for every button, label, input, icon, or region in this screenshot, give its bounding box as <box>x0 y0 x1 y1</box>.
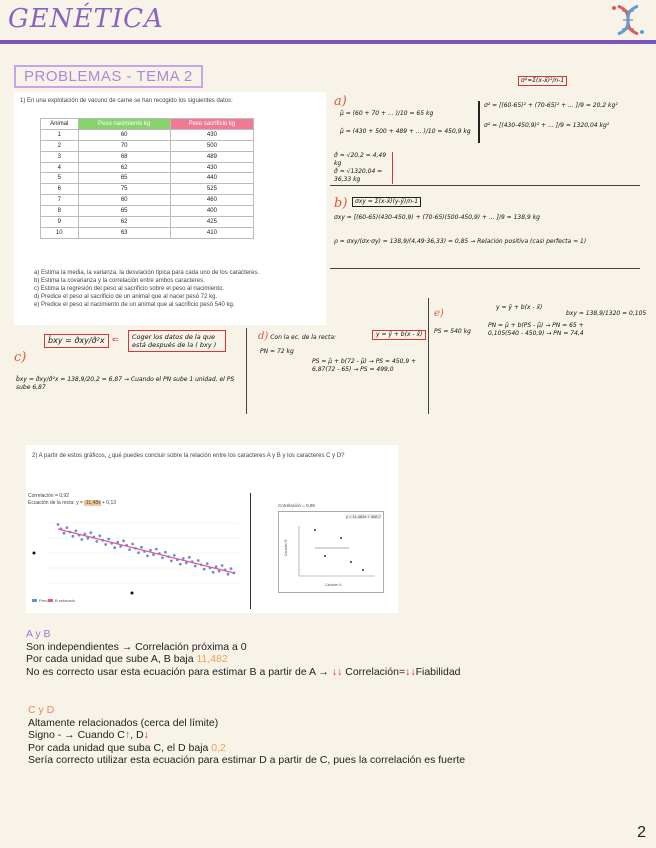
chart1-point <box>161 556 164 559</box>
chart1-point <box>206 562 209 565</box>
chart1-point <box>197 559 200 562</box>
table-header-cell: Peso sacrificio kg <box>170 119 253 130</box>
answer-ab-line3 <box>26 666 646 679</box>
answer-ab-line3-b: Correlación= <box>345 665 406 678</box>
table-cell: 425 <box>170 217 253 228</box>
chart2-point-3 <box>324 555 326 557</box>
note-a-divider <box>478 101 480 143</box>
dna-logo-icon <box>608 2 648 38</box>
chart1-point <box>137 551 140 554</box>
note-a-sd1: σ̂ = √20,2 = 4,49 kg <box>334 152 387 167</box>
note-b-label: b) <box>334 196 348 211</box>
answer-ab-line3-c: Fiabilidad <box>415 665 461 678</box>
answer-cd-header: C y D <box>28 704 55 716</box>
chart1-legend-swatch-2 <box>48 599 53 602</box>
chart1-point <box>113 546 116 549</box>
note-a-var1: σ² = [(60-65)² + (70-65)² + ... ]/9 = 20,2 kg² <box>484 102 618 109</box>
problem1-panel <box>14 92 326 325</box>
table-cell: 60 <box>78 129 170 140</box>
down-arrow-icon: ↓ <box>143 729 149 741</box>
table-cell: 60 <box>78 195 170 206</box>
chart1-point <box>173 554 176 557</box>
chart1-point <box>131 543 134 546</box>
note-a-sd2: σ̂ = √1320,04 = 36,33 kg <box>334 168 383 183</box>
table-cell: 410 <box>170 227 253 238</box>
chart1-point <box>72 535 75 538</box>
table-row <box>41 184 254 195</box>
table-cell: 1 <box>41 129 79 140</box>
note-a-label: a) <box>334 94 347 109</box>
chart1-eq <box>28 500 116 506</box>
table-cell: 430 <box>170 162 253 173</box>
chart1-point <box>122 540 125 543</box>
answer-ab-line2-value: 11,482 <box>196 653 228 665</box>
chart1-legend-swatch-1 <box>32 599 37 602</box>
chart1-point <box>66 526 69 529</box>
answer-cd-line3-prefix: Por cada unidad que suba C, el D baja <box>28 741 212 754</box>
chart2-ylabel: Carácter B <box>284 539 288 556</box>
page-number: 2 <box>637 824 646 841</box>
chart1-axis-marker-b <box>131 592 134 595</box>
answer-ab-line2 <box>26 653 646 666</box>
task-c: c) Estima la regresión del peso al sacrificio sobre el peso al nacimiento. <box>34 286 225 292</box>
chart1-eq-slope: -11,48x <box>84 500 101 506</box>
divider-ab <box>330 185 640 186</box>
chart1-point <box>75 529 78 532</box>
chart1-point <box>212 571 215 574</box>
table-cell: 430 <box>170 129 253 140</box>
table-cell: 4 <box>41 162 79 173</box>
task-b: b) Estima la covarianza y la correlación entre ambos caracteres. <box>34 278 205 284</box>
chart1-point <box>146 555 149 558</box>
table-cell: 70 <box>78 140 170 151</box>
table-row <box>41 151 254 162</box>
table-cell: 65 <box>78 173 170 184</box>
chart1-point <box>155 548 158 551</box>
chart1-point <box>188 556 191 559</box>
chart1-legend-2: B estimado <box>55 598 76 603</box>
table-cell: 63 <box>78 227 170 238</box>
note-c-arrows: ⇐ <box>112 335 119 344</box>
note-e-b: bxy = 138,9/1320 = 0,105 <box>566 310 647 317</box>
note-b-cov: σxy = [(60-65)(430-450,9) + (70-65)(500-450,9) + ... ]/9 = 138,9 kg <box>334 214 540 221</box>
chart1-point <box>63 532 66 535</box>
answer-cd-line3-value: 0,2 <box>211 741 226 754</box>
note-a-var-formula: σ²=Σ(x-x̄)²/n-1 <box>518 76 567 86</box>
note-d-label: d) <box>258 331 269 342</box>
chart1-axis-marker <box>33 552 36 555</box>
note-b-cov-def: σxy = Σ(x-x̄)(y-ȳ)/n-1 <box>352 197 421 207</box>
chart2-point-4 <box>350 561 352 563</box>
note-e-label: e) <box>434 308 444 319</box>
note-d-given: PN = 72 kg <box>260 348 294 355</box>
down-arrows-icon-2: ↓↓ <box>405 665 416 678</box>
chart1-point <box>104 543 107 546</box>
chart1-legend-1: Pred <box>39 598 48 603</box>
chart1-point <box>95 540 98 543</box>
table-cell: 5 <box>41 173 79 184</box>
answer-ab-line2-prefix: Por cada unidad que sube A, B baja <box>26 653 197 665</box>
note-e-eq: y = ȳ + b(x - x̄) <box>496 304 543 311</box>
chart2-frame <box>278 511 384 593</box>
answer-cd-line4: Sería correcto utilizar esta ecuación para estimar D a partir de C, pues la correlación es fuerte <box>28 754 466 766</box>
divider-cd <box>246 328 247 414</box>
chart1-point <box>98 534 101 537</box>
table-cell: 525 <box>170 184 253 195</box>
table-header-cell: Peso nacimiento kg <box>78 119 170 130</box>
table-row <box>41 206 254 217</box>
table-cell: 489 <box>170 151 253 162</box>
note-a-var2: σ² = [(430-450,9)² + ... ]/9 = 1320,04 kg² <box>484 122 610 129</box>
task-d: d) Predice el peso al sacrificio de un animal que al nacer pesó 72 kg. <box>34 294 218 300</box>
chart1-point <box>170 560 173 563</box>
table-row <box>41 129 254 140</box>
chart1-point <box>119 545 122 548</box>
chart1-point <box>86 537 89 540</box>
note-a-mean1: μ̂ = (60 + 70 + ... )/10 = 65 kg <box>340 110 434 117</box>
table-cell: 400 <box>170 206 253 217</box>
chart2-eq: y = 11,482x + 368,7 <box>345 514 381 519</box>
problem1-statement: 1) En una explotación de vacuno de carne se han recogido los siguientes datos: <box>20 98 233 104</box>
table-cell: 6 <box>41 184 79 195</box>
table-cell: 2 <box>41 140 79 151</box>
divider-de <box>428 298 429 414</box>
down-arrows-icon: ↓↓ <box>331 665 343 678</box>
chart1-point <box>194 565 197 568</box>
table-header-cell: Animal <box>41 119 79 130</box>
answer-cd-line2 <box>28 729 648 742</box>
table-cell: 7 <box>41 195 79 206</box>
chart1-point <box>164 551 167 554</box>
chart1-eq-suffix: + 0,13 <box>100 500 117 506</box>
chart1-point <box>203 568 206 571</box>
topic-label: PROBLEMAS - TEMA 2 <box>14 65 203 88</box>
note-c-formula: b̂xy = σ̂xy/σ̂²x <box>44 334 109 348</box>
answer-cd-line3 <box>28 742 648 755</box>
note-d-calc: PS = μ̂ + b(72 - μ̂) → PS = 450,9 + 6,87(72 - 65) → PS = 499,0 <box>312 358 417 373</box>
note-e-head <box>434 310 444 319</box>
table-cell: 9 <box>41 217 79 228</box>
table-row <box>41 140 254 151</box>
chart2-point-2 <box>340 537 342 539</box>
task-e: e) Predice el peso al nacimiento de un animal que al sacrificio pesó 540 kg. <box>34 302 235 308</box>
note-a-sd <box>334 152 393 184</box>
answers-ab <box>26 628 646 678</box>
chart2-scatter <box>279 512 383 592</box>
note-a-mean2: μ̂ = (430 + 500 + 489 + ... )/10 = 450,9 kg <box>340 128 471 135</box>
chart1-corr: Correlación = 0,92 <box>28 493 69 499</box>
answer-cd-line1: Altamente relacionados (cerca del límite) <box>28 716 219 729</box>
table-cell: 62 <box>78 217 170 228</box>
chart1-scatter <box>28 513 254 607</box>
note-c-note: Coger los datos de la que está después de la ( bxy ) <box>128 330 226 352</box>
table-cell: 8 <box>41 206 79 217</box>
answers-cd <box>28 704 648 767</box>
chart1-point <box>230 567 233 570</box>
note-d-head <box>258 333 336 342</box>
chart2-point-5 <box>362 569 364 571</box>
chart1-point <box>140 546 143 549</box>
table-row <box>41 217 254 228</box>
table-cell: 62 <box>78 162 170 173</box>
chart1-point <box>57 523 60 526</box>
note-d-intro: Con la ec. de la recta: <box>270 334 337 341</box>
chart2-point-1 <box>314 529 316 531</box>
answer-cd-line2-b: , D <box>130 729 144 741</box>
task-a: a) Estima la media, la varianza, la desviación típica para cada uno de los caracteres. <box>34 270 260 276</box>
chart1-point <box>179 563 182 566</box>
note-e-calc: PN = μ̂ + b(PS - μ̂) → PN = 65 + 0,105(540 - 450,9) → PN = 74,4 <box>488 322 584 337</box>
table-row <box>41 195 254 206</box>
chart1-point <box>107 538 110 541</box>
data-table <box>40 118 254 239</box>
answer-ab-header: A y B <box>26 628 51 640</box>
note-d-eq: y = ȳ + b(x - x̄) <box>372 330 426 340</box>
table-cell: 440 <box>170 173 253 184</box>
table-cell: 460 <box>170 195 253 206</box>
chart1-point <box>81 538 84 541</box>
chart1-eq-prefix: Ecuación de la recta: y = <box>28 500 85 506</box>
chart1-point <box>227 573 230 576</box>
chart2-xlabel: Carácter A <box>325 583 342 587</box>
chart-divider <box>250 493 251 609</box>
table-cell: 10 <box>41 227 79 238</box>
chart1-trendline <box>58 529 234 573</box>
chart2-corr: Correlación = 0,98 <box>278 503 315 508</box>
problem1-tasks <box>34 269 259 309</box>
page-title: GENÉTICA <box>8 4 164 34</box>
note-e-given: PS = 540 kg <box>434 328 471 335</box>
header-rule <box>0 40 656 44</box>
answer-ab-line3-a: No es correcto usar esta ecuación para estimar B a partir de A → <box>26 665 329 678</box>
table-cell: 500 <box>170 140 253 151</box>
chart1-point <box>89 531 92 534</box>
note-b-corr: ρ = σxy/(σx·σy) = 138,9/(4,49·36,33) = 0,85 → Relación positiva (casi perfecta ≈ 1) <box>334 238 587 245</box>
answer-cd-line2-a: Signo - → Cuando C <box>28 729 125 741</box>
table-row <box>41 173 254 184</box>
table-cell: 3 <box>41 151 79 162</box>
up-arrow-icon: ↑ <box>124 729 131 741</box>
table-cell: 65 <box>78 206 170 217</box>
table-row <box>41 162 254 173</box>
note-c-label: c) <box>14 350 27 365</box>
table-row <box>41 227 254 238</box>
problem2-panel <box>26 445 398 613</box>
chart1-point <box>128 548 131 551</box>
chart1-point <box>221 564 224 567</box>
divider-bc <box>330 268 640 269</box>
table-cell: 75 <box>78 184 170 195</box>
note-c-calc: b̂xy = σ̂xy/σ̂²x = 138,9/20,2 = 6,87 → Cuando el PN sube 1 unidad, el PS sube 6,87 <box>16 376 235 391</box>
problem2-statement: 2) A partir de estos gráficos, ¿qué puedes concluir sobre la relación entre los caracteres A y B y los caracteres C y D? <box>32 453 345 459</box>
table-cell: 68 <box>78 151 170 162</box>
answer-ab-line1: Son independientes → Correlación próxima a 0 <box>26 640 247 653</box>
